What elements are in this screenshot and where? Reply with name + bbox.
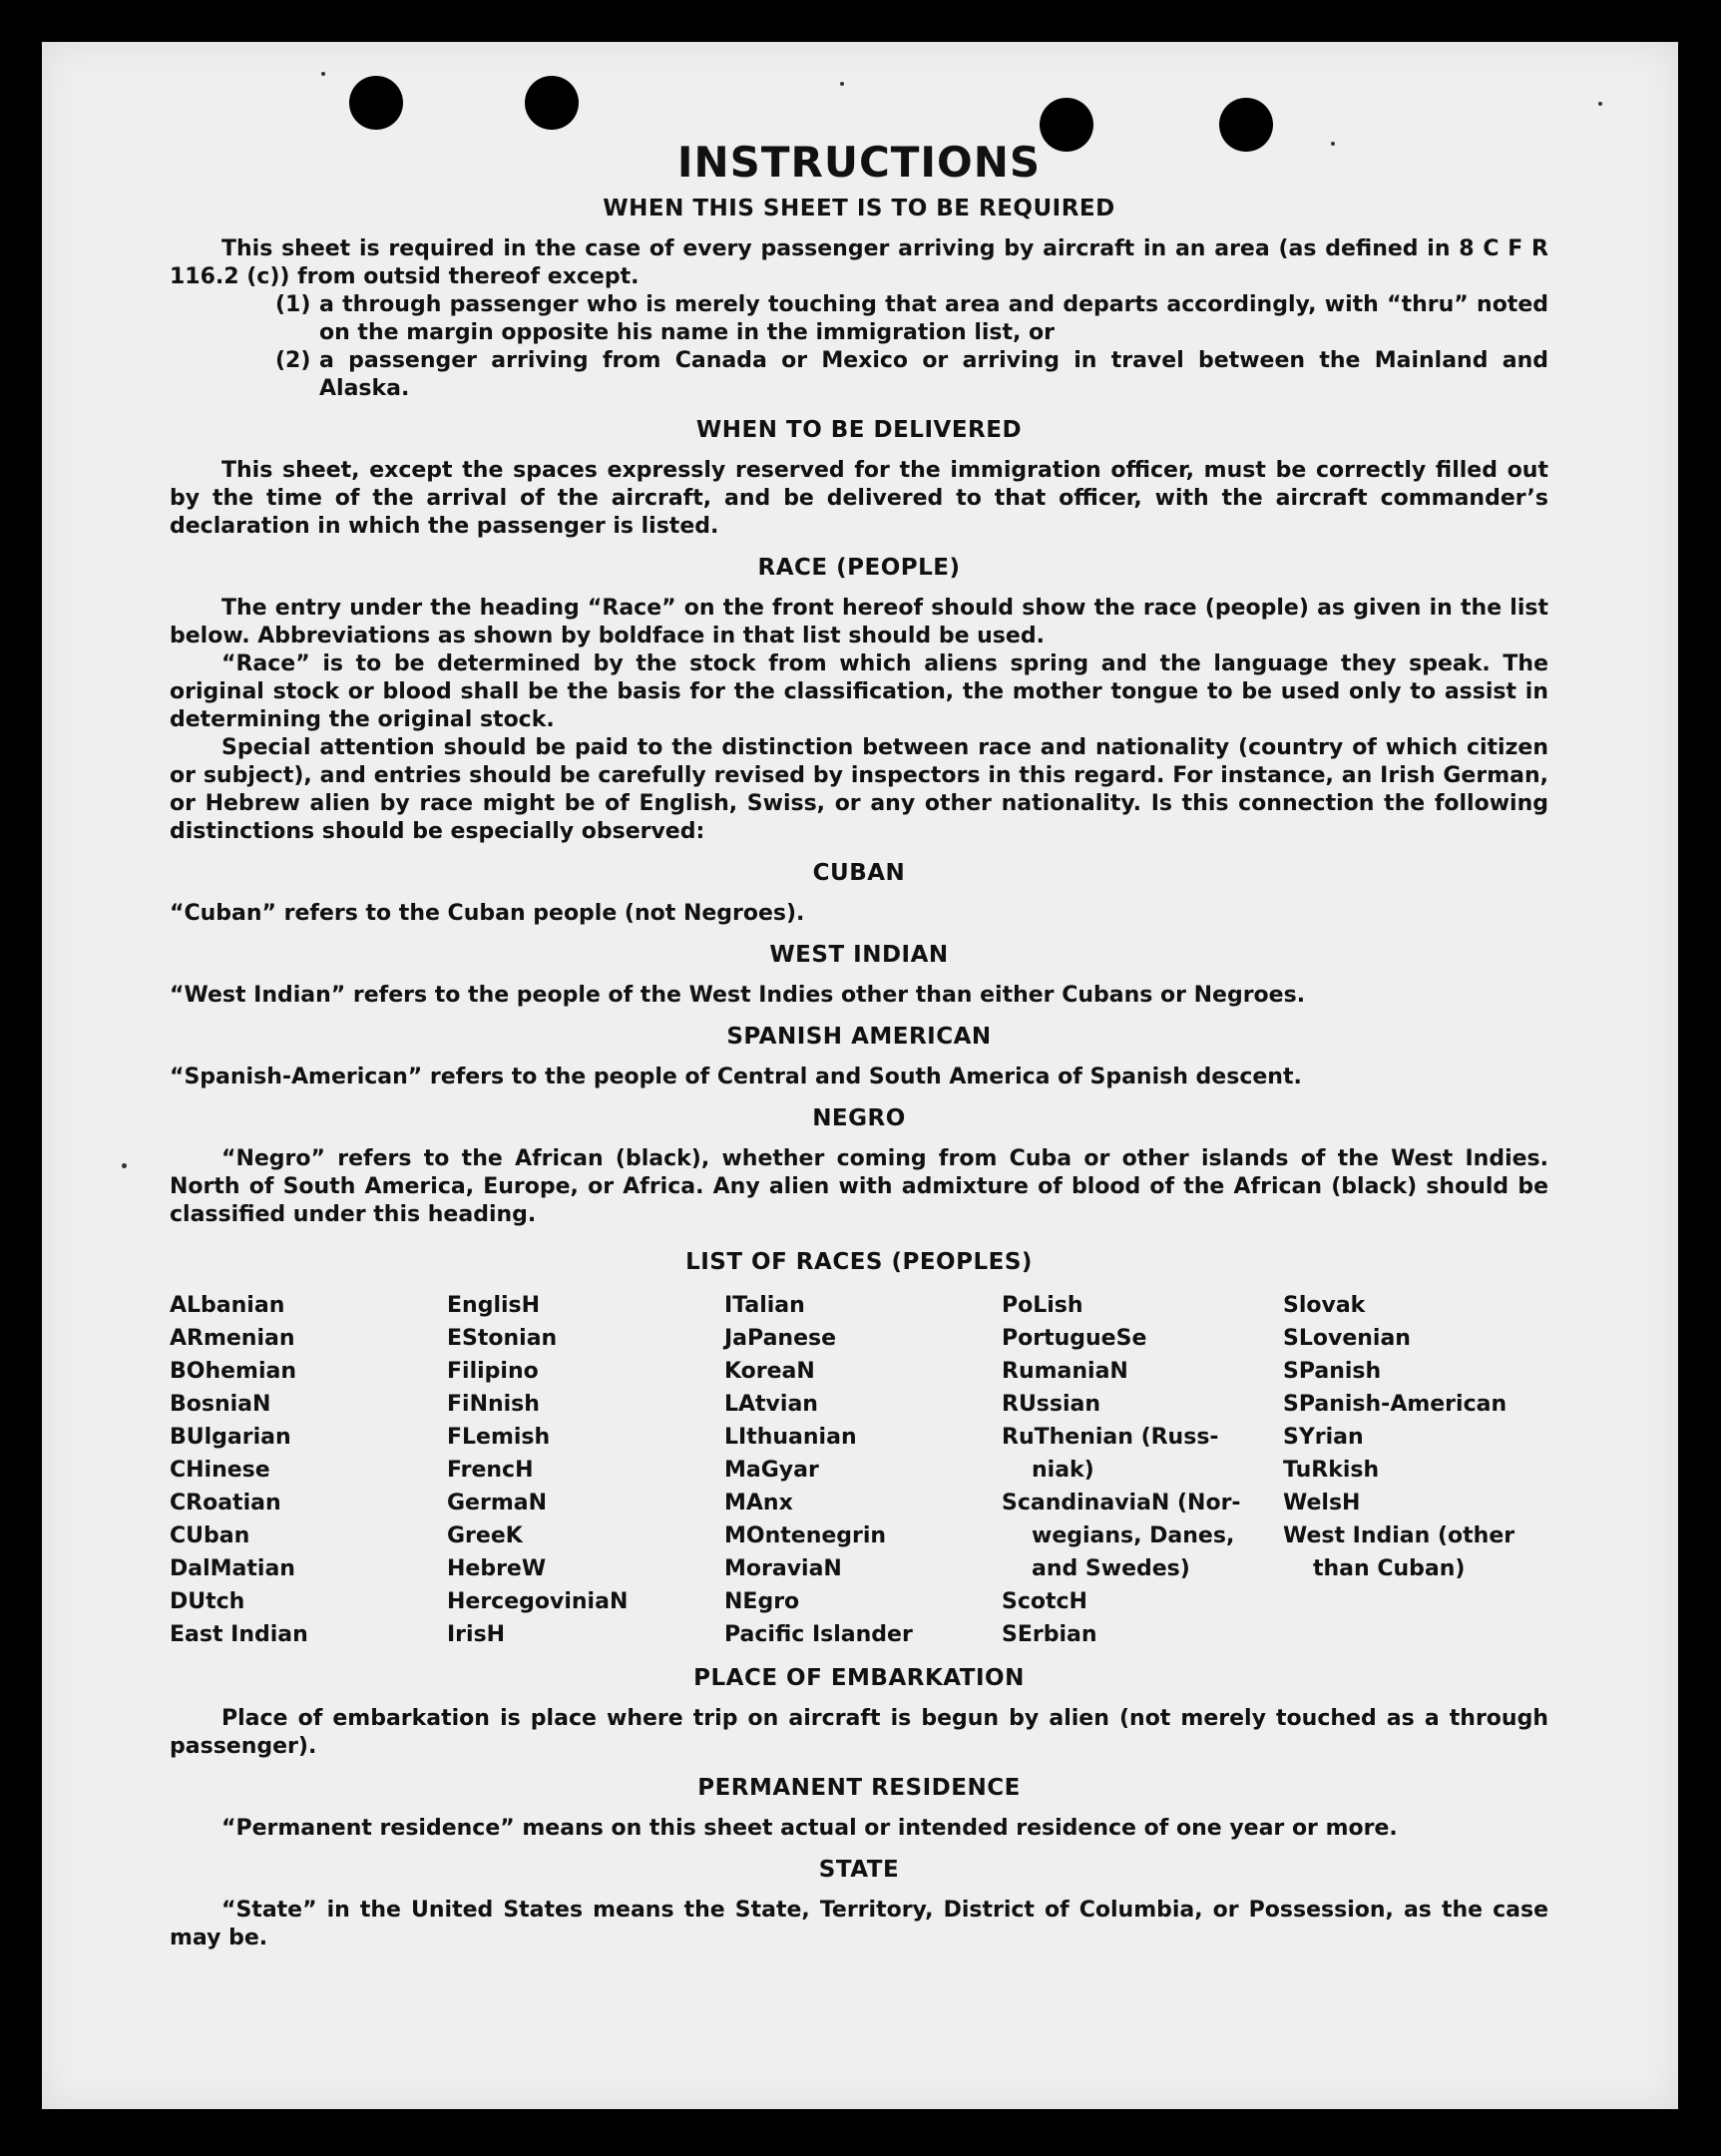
race-entry: RUssian	[1002, 1392, 1101, 1417]
exception-text: a through passenger who is merely touching that area and departs accordingly, with “thru” noted on the margin opposite his name in the immigration list, or	[319, 292, 1548, 345]
race-entry: PortugueSe	[1002, 1326, 1147, 1351]
race-entry: Filipino	[447, 1359, 539, 1384]
race-entry: BUlgarian	[170, 1425, 291, 1450]
race-entry: MAnx	[724, 1491, 793, 1515]
heading-race: RACE (PEOPLE)	[757, 555, 961, 581]
races-column	[170, 1289, 447, 1651]
heading-list-of-races: LIST OF RACES (PEOPLES)	[685, 1249, 1033, 1275]
race-entry: SPanish	[1283, 1359, 1382, 1384]
race-entry: SErbian	[1002, 1622, 1097, 1647]
race-entry: NEgro	[724, 1589, 800, 1614]
race-entry: RuThenian (Russ-	[1002, 1425, 1219, 1450]
heading-when-required: WHEN THIS SHEET IS TO BE REQUIRED	[603, 196, 1115, 221]
race-entry: MaGyar	[724, 1458, 819, 1483]
when-delivered-text: This sheet, except the spaces expressly reserved for the immigration officer, must be correctly filled out by the time of the arrival of the aircraft, and be delivered to that officer, with the aircraft commander’s declaration in which the passenger is listed.	[170, 458, 1548, 539]
speck	[840, 82, 844, 86]
speck	[1598, 102, 1602, 106]
race-paragraph: “Race” is to be determined by the stock from which aliens spring and the language they speak. The original stock or blood shall be the basis for the classification, the mother tongue to be used only to assist in determining the original stock.	[170, 651, 1548, 732]
race-entry: MOntenegrin	[724, 1523, 887, 1548]
state-text: “State” in the United States means the State, Territory, District of Columbia, or Possession, as the case may be.	[170, 1898, 1548, 1950]
exception-item	[170, 291, 1548, 347]
instructions-content	[170, 138, 1548, 1952]
race-entry-continued: and Swedes)	[1032, 1556, 1190, 1581]
speck	[321, 72, 325, 76]
races-column	[1002, 1289, 1283, 1651]
page-title: INSTRUCTIONS	[676, 138, 1042, 187]
race-entry: PoLish	[1002, 1293, 1083, 1318]
races-list	[170, 1289, 1548, 1651]
heading-spanish-american: SPANISH AMERICAN	[726, 1024, 992, 1050]
race-entry: DUtch	[170, 1589, 245, 1614]
race-entry: JaPanese	[724, 1326, 837, 1351]
negro-text: “Negro” refers to the African (black), whether coming from Cuba or other islands of the West Indies. North of South America, Europe, or Africa. Any alien with admixture of blood of the African (black) should be classified under this heading.	[170, 1146, 1548, 1227]
cuban-text: “Cuban” refers to the Cuban people (not Negroes).	[170, 901, 805, 926]
speck	[122, 1163, 127, 1168]
races-column	[1283, 1289, 1548, 1651]
race-entry: MoraviaN	[724, 1556, 842, 1581]
race-entry-continued: than Cuban)	[1313, 1556, 1466, 1581]
race-entry: ScotcH	[1002, 1589, 1087, 1614]
race-entry: East Indian	[170, 1622, 308, 1647]
race-entry: KoreaN	[724, 1359, 815, 1384]
races-column	[724, 1289, 1002, 1651]
race-entry: EnglisH	[447, 1293, 541, 1318]
race-entry: SYrian	[1283, 1425, 1364, 1450]
heading-cuban: CUBAN	[812, 860, 906, 886]
exception-number: (1)	[275, 292, 311, 317]
race-entry: FrencH	[447, 1458, 534, 1483]
race-entry: Pacific Islander	[724, 1622, 913, 1647]
race-entry: ALbanian	[170, 1293, 285, 1318]
west-indian-text: “West Indian” refers to the people of the West Indies other than either Cubans or Negroes.	[170, 983, 1306, 1008]
exception-item	[170, 347, 1548, 403]
race-entry: Slovak	[1283, 1293, 1366, 1318]
race-entry: LAtvian	[724, 1392, 818, 1417]
races-column	[447, 1289, 724, 1651]
race-entry: BosniaN	[170, 1392, 271, 1417]
race-paragraph: The entry under the heading “Race” on the front hereof should show the race (people) as given in the list below. Abbreviations as shown by boldface in that list should be used.	[170, 596, 1548, 648]
exception-text: a passenger arriving from Canada or Mexico or arriving in travel between the Mainland and Alaska.	[319, 348, 1548, 401]
race-entry: ARmenian	[170, 1326, 295, 1351]
race-entry: HebreW	[447, 1556, 547, 1581]
race-entry: West Indian (other	[1283, 1523, 1515, 1548]
heading-state: STATE	[818, 1857, 900, 1883]
race-entry: FLemish	[447, 1425, 551, 1450]
race-entry: CRoatian	[170, 1491, 281, 1515]
race-entry: RumaniaN	[1002, 1359, 1128, 1384]
race-entry: ScandinaviaN (Nor-	[1002, 1491, 1241, 1515]
race-entry: IrisH	[447, 1622, 506, 1647]
race-entry: LIthuanian	[724, 1425, 857, 1450]
heading-when-delivered: WHEN TO BE DELIVERED	[695, 417, 1023, 443]
race-entry-continued: wegians, Danes,	[1032, 1523, 1235, 1548]
race-entry: CHinese	[170, 1458, 270, 1483]
punch-hole	[525, 76, 579, 130]
race-entry: GreeK	[447, 1523, 523, 1548]
heading-west-indian: WEST INDIAN	[769, 942, 949, 968]
race-entry: TuRkish	[1283, 1458, 1380, 1483]
embarkation-text: Place of embarkation is place where trip on aircraft is begun by alien (not merely touched as a through passenger).	[170, 1706, 1548, 1759]
race-paragraph: Special attention should be paid to the distinction between race and nationality (country of which citizen or subject), and entries should be carefully revised by inspectors in this regard. For instance, an Irish German, or Hebrew alien by race might be of English, Swiss, or any other nationality. Is this connection the following distinctions should be especially observed:	[170, 735, 1548, 844]
race-entry: EStonian	[447, 1326, 558, 1351]
heading-negro: NEGRO	[812, 1105, 906, 1131]
race-entry: HercegoviniaN	[447, 1589, 629, 1614]
race-entry: GermaN	[447, 1491, 548, 1515]
race-entry: ITalian	[724, 1293, 805, 1318]
when-required-intro: This sheet is required in the case of every passenger arriving by aircraft in an area (as defined in 8 C F R 116.2 (c)) from outsid thereof except.	[170, 236, 1548, 289]
race-entry-continued: niak)	[1032, 1458, 1094, 1483]
race-entry: SLovenian	[1283, 1326, 1411, 1351]
race-entry: DalMatian	[170, 1556, 295, 1581]
permanent-residence-text: “Permanent residence” means on this sheet actual or intended residence of one year or more.	[221, 1816, 1398, 1841]
heading-embarkation: PLACE OF EMBARKATION	[693, 1665, 1025, 1691]
heading-permanent-residence: PERMANENT RESIDENCE	[697, 1775, 1021, 1801]
exception-number: (2)	[275, 348, 311, 373]
race-entry: SPanish-American	[1283, 1392, 1507, 1417]
punch-hole	[349, 76, 403, 130]
race-entry: BOhemian	[170, 1359, 297, 1384]
race-entry: CUban	[170, 1523, 250, 1548]
spanish-american-text: “Spanish-American” refers to the people of Central and South America of Spanish descent.	[170, 1065, 1302, 1089]
race-entry: WelsH	[1283, 1491, 1361, 1515]
race-entry: FiNnish	[447, 1392, 540, 1417]
